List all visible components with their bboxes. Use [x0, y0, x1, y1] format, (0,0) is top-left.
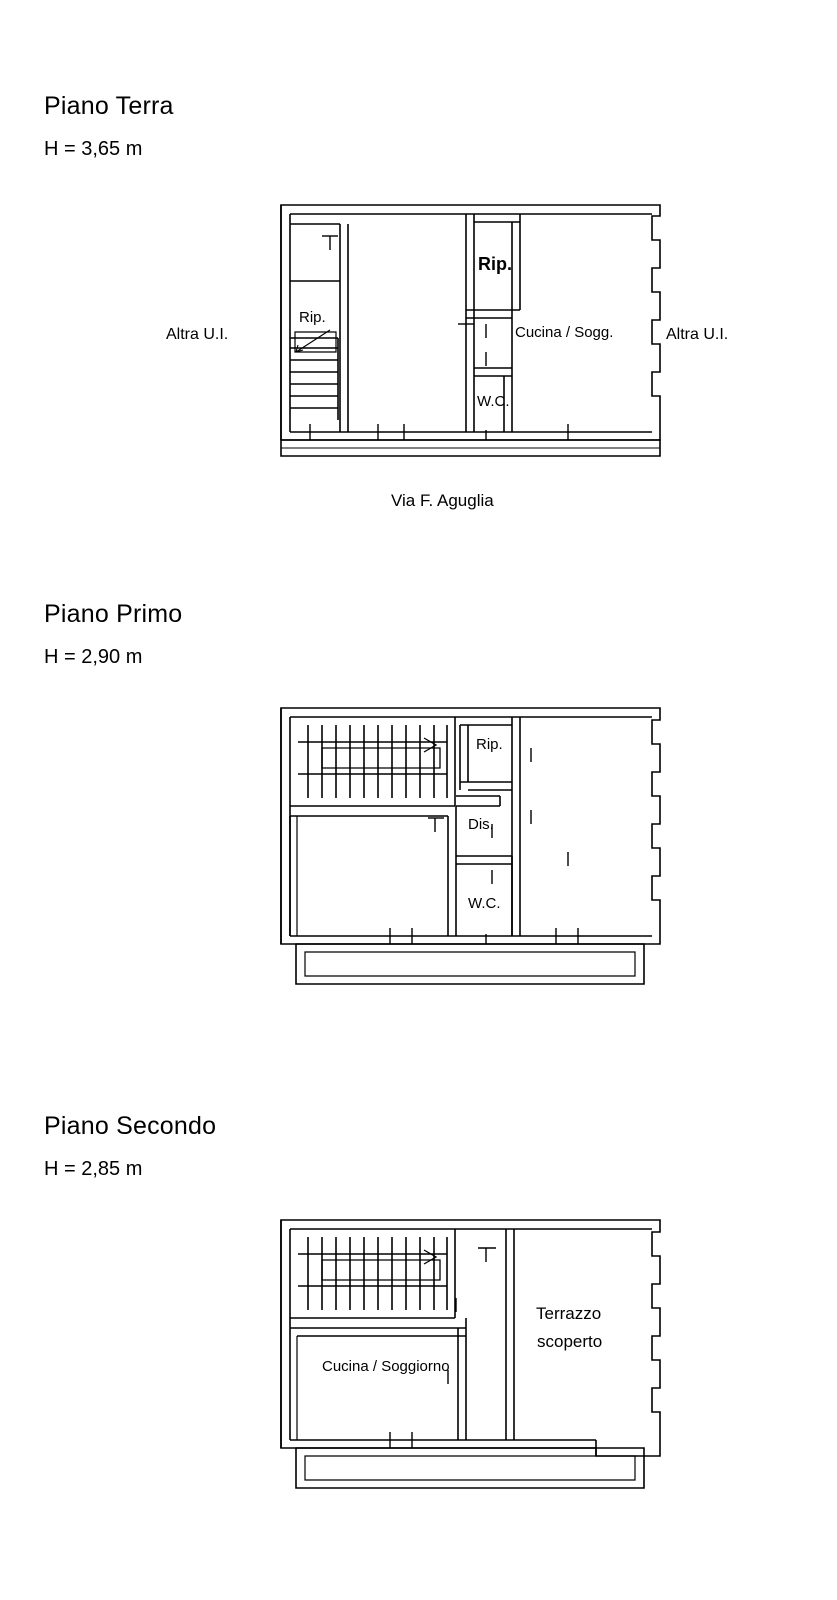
floor-drawing-piano-terra	[0, 0, 837, 540]
floor-height-piano-secondo: H = 2,85 m	[44, 1158, 143, 1180]
floor-title-piano-primo: Piano Primo	[44, 600, 183, 628]
room-label-wc-primo: W.C.	[468, 895, 501, 912]
floor-height-piano-terra: H = 3,65 m	[44, 138, 143, 160]
floor-section-piano-primo	[0, 560, 837, 1030]
floor-drawing-piano-secondo	[0, 1080, 837, 1600]
left-neighbour-label-piano-terra: Altra U.I.	[166, 326, 229, 343]
street-label-via-f-aguglia: Via F. Aguglia	[391, 491, 494, 510]
room-label-dis: Dis.	[468, 816, 494, 833]
room-label-wc: W.C.	[477, 393, 510, 410]
floor-title-piano-secondo: Piano Secondo	[44, 1112, 217, 1140]
room-label-terrazzo-line1: Terrazzo	[536, 1304, 602, 1323]
floor-section-piano-terra	[0, 0, 837, 540]
right-neighbour-label-piano-terra: Altra U.I.	[666, 326, 729, 343]
floor-height-piano-primo: H = 2,90 m	[44, 646, 143, 668]
room-label-cucina-soggiorno-secondo: Cucina / Soggiorno	[322, 1358, 450, 1375]
floor-section-piano-secondo	[0, 1080, 837, 1600]
floor-drawing-piano-primo	[0, 560, 837, 1030]
room-label-rip-primo: Rip.	[476, 736, 503, 753]
room-label-rip-left: Rip.	[299, 309, 326, 326]
room-label-rip-upper: Rip.	[478, 254, 512, 274]
room-label-cucina-sogg: Cucina / Sogg.	[515, 324, 614, 341]
room-label-terrazzo-line2: scoperto	[537, 1332, 603, 1351]
floor-title-piano-terra: Piano Terra	[44, 92, 174, 120]
